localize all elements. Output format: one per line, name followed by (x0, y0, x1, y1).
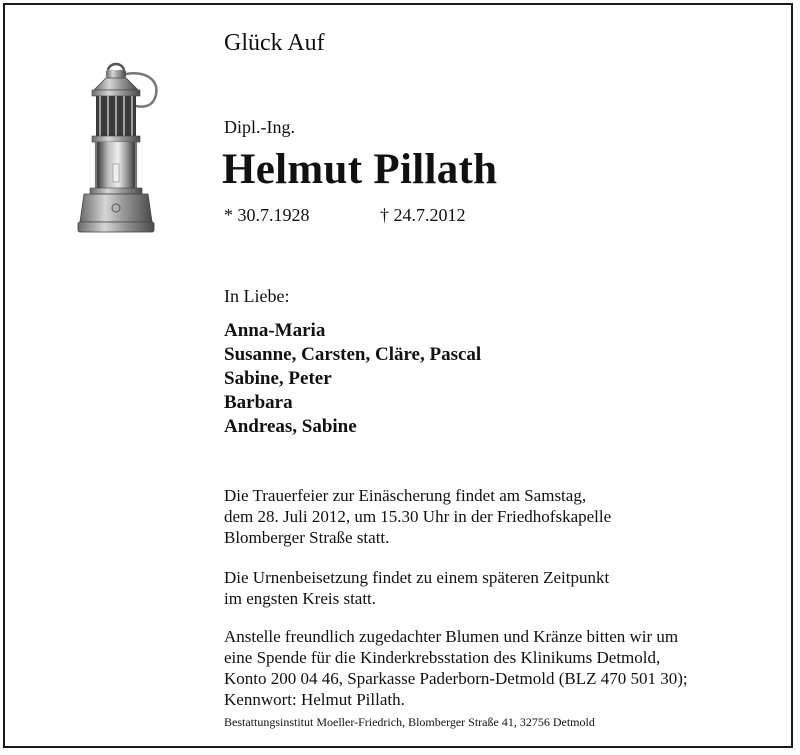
funeral-notice-line: dem 28. Juli 2012, um 15.30 Uhr in der Friedhofskapelle (224, 507, 612, 526)
mourner-line: Anna-Maria (224, 320, 326, 341)
donation-notice-line: Kennwort: Helmut Pillath. (224, 690, 405, 709)
mourner-line: Susanne, Carsten, Cläre, Pascal (224, 344, 482, 365)
undertaker-footer: Bestattungsinstitut Moeller-Friedrich, Blomberger Straße 41, 32756 Detmold (224, 715, 595, 729)
donation-notice (224, 626, 688, 710)
mourner-line: Barbara (224, 392, 293, 413)
death-date: † 24.7.2012 (380, 205, 466, 225)
urn-burial-notice (224, 567, 609, 609)
donation-notice-line: Konto 200 04 46, Sparkasse Paderborn-Detmold (BLZ 470 501 30); (224, 669, 688, 688)
deceased-name: Helmut Pillath (222, 146, 498, 193)
funeral-notice-line: Blomberger Straße statt. (224, 528, 390, 547)
funeral-notice-line: Die Trauerfeier zur Einäscherung findet am Samstag, (224, 486, 587, 505)
mourner-line: Andreas, Sabine (224, 416, 357, 437)
miners-lamp-icon (70, 60, 162, 242)
birth-date: * 30.7.1928 (224, 205, 310, 225)
funeral-notice (224, 485, 611, 548)
greeting: Glück Auf (224, 30, 325, 56)
academic-title: Dipl.-Ing. (224, 117, 295, 137)
mourner-line: Sabine, Peter (224, 368, 332, 389)
donation-notice-line: Anstelle freundlich zugedachter Blumen und Kränze bitten wir um (224, 627, 679, 646)
donation-notice-line: eine Spende für die Kinderkrebsstation des Klinikums Detmold, (224, 648, 661, 667)
mourners-intro: In Liebe: (224, 286, 290, 306)
urn-notice-line: im engsten Kreis statt. (224, 589, 377, 608)
urn-notice-line: Die Urnenbeisetzung findet zu einem späteren Zeitpunkt (224, 568, 610, 587)
mourners-list (224, 319, 481, 439)
